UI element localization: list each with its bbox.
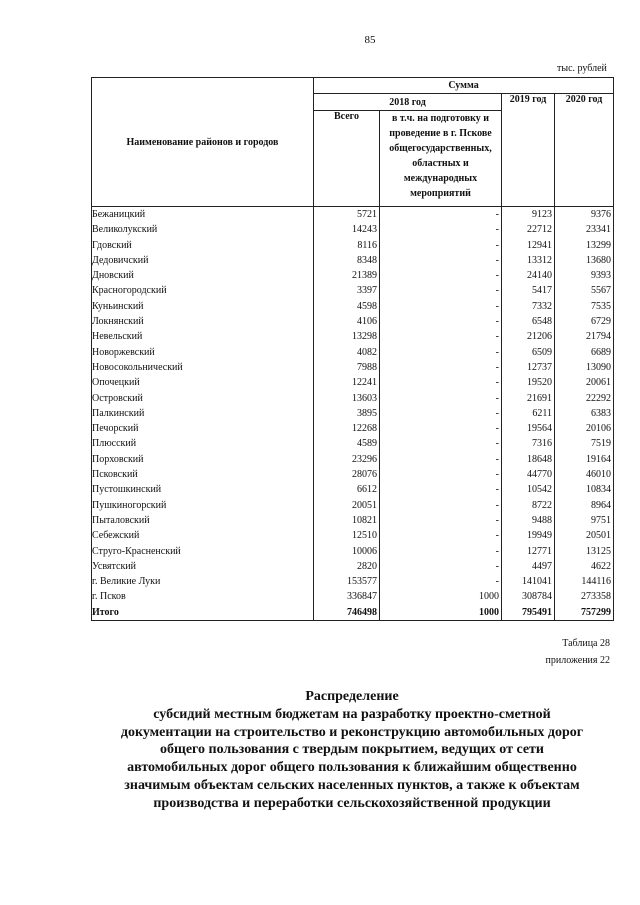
total-2018-cell: 336847: [314, 589, 380, 604]
district-name-cell: Великолукский: [92, 222, 314, 237]
total-2018-cell: 20051: [314, 498, 380, 513]
district-name-cell: Новосокольнический: [92, 360, 314, 375]
amount-2019-cell: 9488: [502, 513, 555, 528]
total-2018-cell: 4598: [314, 299, 380, 314]
header-year-2020: 2020 год: [555, 94, 614, 207]
amount-2020-cell: 20061: [555, 375, 614, 390]
total-2018-cell: 4589: [314, 436, 380, 451]
amount-2020-cell: 13299: [555, 238, 614, 253]
amount-2020-cell: 23341: [555, 222, 614, 237]
amount-2020-cell: 9376: [555, 207, 614, 223]
amount-2020-cell: 5567: [555, 283, 614, 298]
table-row: [92, 421, 614, 436]
table-row: [92, 253, 614, 268]
including-cell: -: [380, 238, 502, 253]
total-2018-cell: 10821: [314, 513, 380, 528]
amount-2019-cell: 19564: [502, 421, 555, 436]
amount-2019-cell: 12771: [502, 544, 555, 559]
including-cell: -: [380, 314, 502, 329]
total-2018-cell: 14243: [314, 222, 380, 237]
district-name-cell: Палкинский: [92, 406, 314, 421]
table-row: [92, 222, 614, 237]
including-cell: -: [380, 207, 502, 223]
including-cell: -: [380, 406, 502, 421]
table-row: [92, 314, 614, 329]
total-2018-cell: 28076: [314, 467, 380, 482]
district-name-cell: Новоржевский: [92, 345, 314, 360]
total-2018-cell: 13298: [314, 329, 380, 344]
title-line: производства и переработки сельскохозяйственной продукции: [153, 795, 551, 811]
amount-2020-cell: 8964: [555, 498, 614, 513]
amount-2019-cell: 795491: [502, 605, 555, 621]
amount-2020-cell: 9393: [555, 268, 614, 283]
district-name-cell: Плюсский: [92, 436, 314, 451]
table-ref-number: Таблица 28: [562, 638, 610, 649]
amount-2020-cell: 6383: [555, 406, 614, 421]
district-name-cell: Усвятский: [92, 559, 314, 574]
amount-2019-cell: 7332: [502, 299, 555, 314]
including-cell: -: [380, 253, 502, 268]
total-2018-cell: 3397: [314, 283, 380, 298]
amount-2019-cell: 308784: [502, 589, 555, 604]
amount-2019-cell: 22712: [502, 222, 555, 237]
amount-2020-cell: 144116: [555, 574, 614, 589]
amount-2020-cell: 10834: [555, 482, 614, 497]
amount-2019-cell: 19520: [502, 375, 555, 390]
amount-2020-cell: 7535: [555, 299, 614, 314]
district-name-cell: Пушкиногорский: [92, 498, 314, 513]
table-row: [92, 436, 614, 451]
district-name-cell: Себежский: [92, 528, 314, 543]
amount-2019-cell: 24140: [502, 268, 555, 283]
including-cell: -: [380, 283, 502, 298]
district-name-cell: Островский: [92, 391, 314, 406]
district-name-cell: г. Великие Луки: [92, 574, 314, 589]
amount-2019-cell: 9123: [502, 207, 555, 223]
page-number: 85: [364, 34, 376, 46]
including-cell: -: [380, 421, 502, 436]
district-name-cell: Итого: [92, 605, 314, 621]
table-row: [92, 360, 614, 375]
total-2018-cell: 13603: [314, 391, 380, 406]
amount-2019-cell: 5417: [502, 283, 555, 298]
amount-2019-cell: 18648: [502, 452, 555, 467]
amount-2020-cell: 273358: [555, 589, 614, 604]
total-2018-cell: 3895: [314, 406, 380, 421]
including-cell: -: [380, 436, 502, 451]
table-row: [92, 467, 614, 482]
amount-2020-cell: 13090: [555, 360, 614, 375]
total-2018-cell: 4106: [314, 314, 380, 329]
table-row: [92, 406, 614, 421]
district-name-cell: Печорский: [92, 421, 314, 436]
table-row: [92, 574, 614, 589]
table-row: [92, 528, 614, 543]
amount-2019-cell: 6509: [502, 345, 555, 360]
district-name-cell: Пыталовский: [92, 513, 314, 528]
including-cell: -: [380, 574, 502, 589]
title-line: субсидий местным бюджетам на разработку проектно-сметной: [153, 706, 551, 722]
table-row: [92, 268, 614, 283]
total-2018-cell: 153577: [314, 574, 380, 589]
table-row: [92, 238, 614, 253]
including-cell: -: [380, 559, 502, 574]
amount-2020-cell: 20106: [555, 421, 614, 436]
amount-2020-cell: 9751: [555, 513, 614, 528]
amount-2019-cell: 12941: [502, 238, 555, 253]
table-ref-appendix: приложения 22: [545, 655, 610, 666]
amount-2020-cell: 13125: [555, 544, 614, 559]
total-2018-cell: 12510: [314, 528, 380, 543]
amount-2020-cell: 757299: [555, 605, 614, 621]
total-2018-cell: 8116: [314, 238, 380, 253]
table-row: [92, 207, 614, 223]
amount-2019-cell: 4497: [502, 559, 555, 574]
total-2018-cell: 12241: [314, 375, 380, 390]
total-2018-cell: 10006: [314, 544, 380, 559]
table-body: [92, 207, 614, 621]
including-cell: 1000: [380, 605, 502, 621]
amount-2019-cell: 6211: [502, 406, 555, 421]
header-sum: Сумма: [314, 78, 614, 94]
including-cell: -: [380, 268, 502, 283]
total-2018-cell: 8348: [314, 253, 380, 268]
table-row: [92, 513, 614, 528]
total-2018-cell: 5721: [314, 207, 380, 223]
units-label: тыс. рублей: [557, 63, 607, 74]
total-2018-cell: 7988: [314, 360, 380, 375]
including-cell: 1000: [380, 589, 502, 604]
header-district-name: Наименование районов и городов: [92, 78, 314, 207]
including-cell: -: [380, 544, 502, 559]
district-name-cell: Дедовичский: [92, 253, 314, 268]
header-year-2018: 2018 год: [314, 94, 502, 111]
total-2018-cell: 4082: [314, 345, 380, 360]
table-row: [92, 559, 614, 574]
district-name-cell: Локнянский: [92, 314, 314, 329]
table-row: [92, 299, 614, 314]
amount-2020-cell: 6729: [555, 314, 614, 329]
title-line: общего пользования с твердым покрытием, ведущих от сети: [160, 742, 544, 758]
district-name-cell: г. Псков: [92, 589, 314, 604]
table-row: [92, 375, 614, 390]
including-cell: -: [380, 329, 502, 344]
total-2018-cell: 2820: [314, 559, 380, 574]
including-cell: -: [380, 528, 502, 543]
amount-2019-cell: 10542: [502, 482, 555, 497]
amount-2020-cell: 46010: [555, 467, 614, 482]
header-including-pskov-events: в т.ч. на подготовку и проведение в г. Пскове общегосударственных, областных и международных мероприятий: [380, 111, 502, 207]
amount-2020-cell: 21794: [555, 329, 614, 344]
title-line: документации на строительство и реконструкцию автомобильных дорог: [120, 724, 584, 740]
table-row: [92, 329, 614, 344]
including-cell: -: [380, 391, 502, 406]
district-name-cell: Псковский: [92, 467, 314, 482]
title-line: автомобильных дорог общего пользования к ближайшим общественно: [127, 760, 577, 776]
amount-2019-cell: 6548: [502, 314, 555, 329]
table-row: [92, 544, 614, 559]
district-name-cell: Дновский: [92, 268, 314, 283]
including-cell: -: [380, 498, 502, 513]
district-name-cell: Невельский: [92, 329, 314, 344]
table-row: [92, 452, 614, 467]
amount-2019-cell: 8722: [502, 498, 555, 513]
table-row: [92, 391, 614, 406]
amount-2020-cell: 6689: [555, 345, 614, 360]
including-cell: -: [380, 345, 502, 360]
district-name-cell: Бежаницкий: [92, 207, 314, 223]
total-2018-cell: 746498: [314, 605, 380, 621]
amount-2020-cell: 7519: [555, 436, 614, 451]
district-name-cell: Порховский: [92, 452, 314, 467]
including-cell: -: [380, 482, 502, 497]
total-row: [92, 605, 614, 621]
amount-2019-cell: 7316: [502, 436, 555, 451]
table-row: [92, 498, 614, 513]
amount-2020-cell: 13680: [555, 253, 614, 268]
including-cell: -: [380, 452, 502, 467]
table-row: [92, 482, 614, 497]
title-line: Распределение: [305, 689, 399, 704]
total-2018-cell: 21389: [314, 268, 380, 283]
header-total-2018: Всего: [314, 111, 380, 207]
district-name-cell: Опочецкий: [92, 375, 314, 390]
amount-2020-cell: 19164: [555, 452, 614, 467]
including-cell: -: [380, 375, 502, 390]
amount-2019-cell: 13312: [502, 253, 555, 268]
district-name-cell: Пустошкинский: [92, 482, 314, 497]
district-name-cell: Красногородский: [92, 283, 314, 298]
including-cell: -: [380, 360, 502, 375]
district-name-cell: Струго-Красненский: [92, 544, 314, 559]
section-title: [92, 688, 612, 813]
table-row: [92, 345, 614, 360]
header-year-2019: 2019 год: [502, 94, 555, 207]
table-row: [92, 283, 614, 298]
including-cell: -: [380, 467, 502, 482]
amount-2019-cell: 12737: [502, 360, 555, 375]
subsidy-table: [91, 77, 614, 621]
amount-2019-cell: 19949: [502, 528, 555, 543]
including-cell: -: [380, 222, 502, 237]
including-cell: -: [380, 513, 502, 528]
total-2018-cell: 6612: [314, 482, 380, 497]
table-row: [92, 589, 614, 604]
amount-2019-cell: 141041: [502, 574, 555, 589]
total-2018-cell: 23296: [314, 452, 380, 467]
total-2018-cell: 12268: [314, 421, 380, 436]
amount-2020-cell: 4622: [555, 559, 614, 574]
including-cell: -: [380, 299, 502, 314]
district-name-cell: Гдовский: [92, 238, 314, 253]
amount-2019-cell: 21691: [502, 391, 555, 406]
amount-2019-cell: 44770: [502, 467, 555, 482]
amount-2020-cell: 22292: [555, 391, 614, 406]
district-name-cell: Куньинский: [92, 299, 314, 314]
amount-2019-cell: 21206: [502, 329, 555, 344]
title-line: значимым объектам сельских населенных пунктов, а также к объектам: [124, 777, 580, 793]
amount-2020-cell: 20501: [555, 528, 614, 543]
